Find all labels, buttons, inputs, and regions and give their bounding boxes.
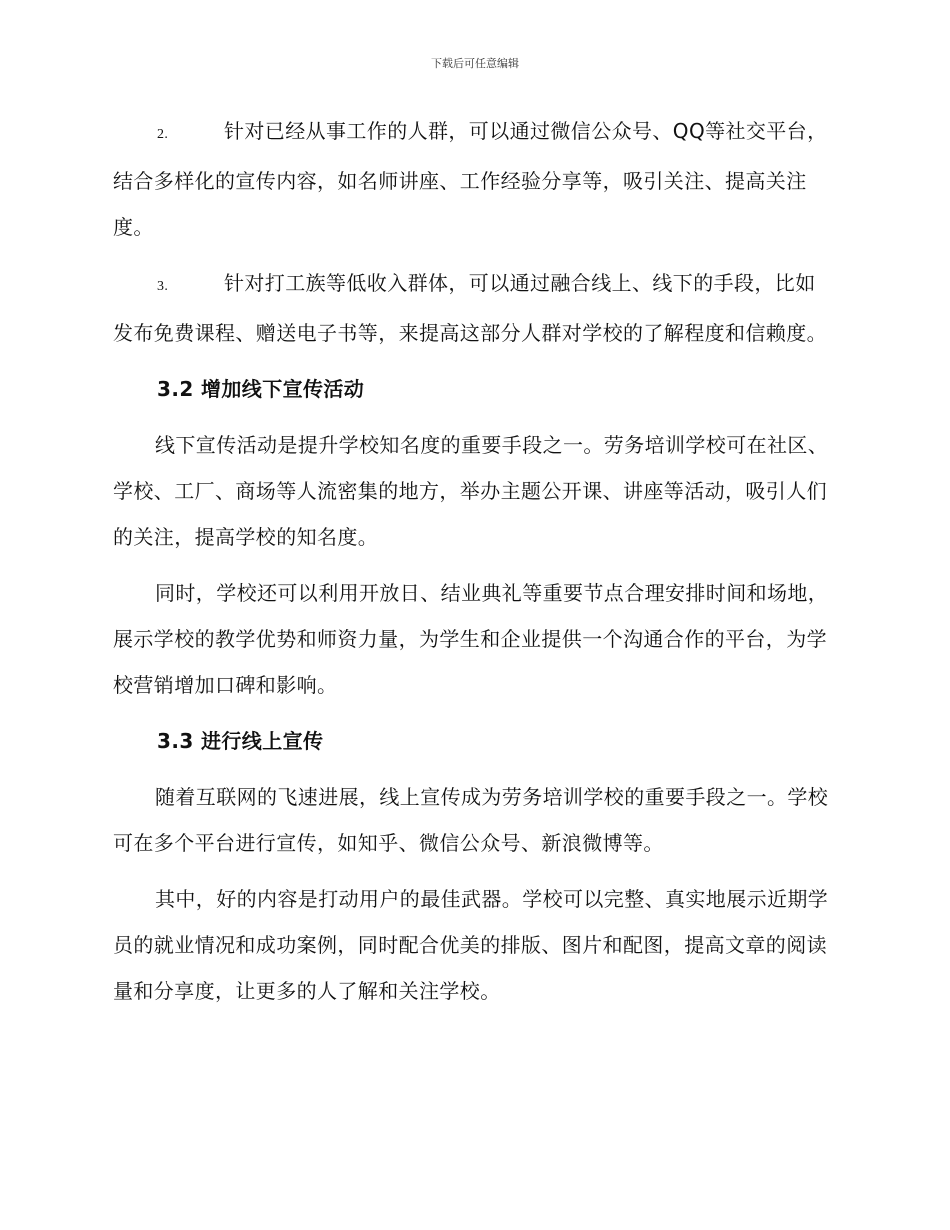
section-heading-3-3: 3.3 进行线上宣传 (157, 729, 324, 753)
page-header: 下载后可任意编辑 (431, 57, 519, 70)
paragraph: 线下宣传活动是提升学校知名度的重要手段之一。劳务培训学校可在社区、学校、工厂、商场等人流密集的地方，举办主题公开课、讲座等活动，吸引人们的关注，提高学校的知名度。 (113, 433, 829, 549)
list-item-number: 3. (157, 279, 169, 294)
list-item-text: 针对打工族等低收入群体，可以通过融合线上、线下的手段，比如发布免费课程、赠送电子书等，来提高这部分人群对学校的了解程度和信赖度。 (113, 271, 827, 345)
paragraph: 随着互联网的飞速进展，线上宣传成为劳务培训学校的重要手段之一。学校可在多个平台进行宣传，如知乎、微信公众号、新浪微博等。 (113, 785, 829, 855)
document-body (113, 108, 833, 1024)
section-heading-3-2: 3.2 增加线下宣传活动 (157, 377, 365, 401)
paragraph: 同时，学校还可以利用开放日、结业典礼等重要节点合理安排时间和场地，展示学校的教学优势和师资力量，为学生和企业提供一个沟通合作的平台，为学校营销增加口碑和影响。 (113, 581, 829, 697)
paragraph: 其中，好的内容是打动用户的最佳武器。学校可以完整、真实地展示近期学员的就业情况和成功案例，同时配合优美的排版、图片和配图，提高文章的阅读量和分享度，让更多的人了解和关注学校。 (113, 887, 829, 1003)
list-item-3 (113, 260, 833, 356)
list-item-text: 针对已经从事工作的人群，可以通过微信公众号、QQ等社交平台，结合多样化的宣传内容，如名师讲座、工作经验分享等，吸引关注、提高关注度。 (113, 119, 828, 239)
list-item-2 (113, 108, 833, 250)
list-item-number: 2. (157, 127, 169, 142)
